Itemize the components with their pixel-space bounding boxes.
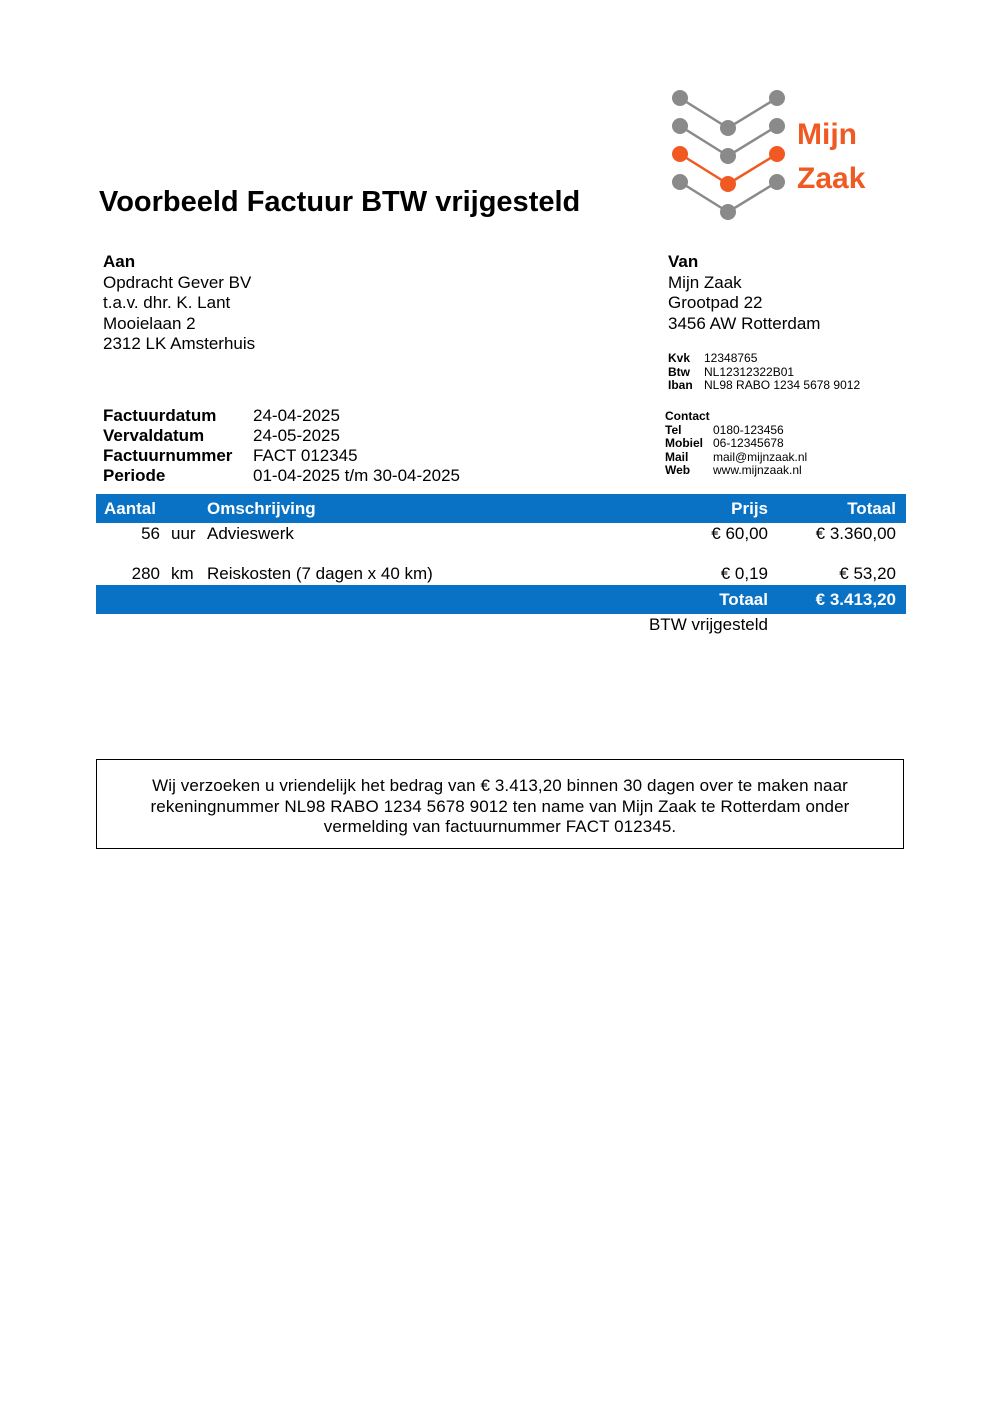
registry-label: Iban	[668, 378, 693, 392]
row-unit: uur	[171, 524, 196, 543]
recipient-line: t.a.v. dhr. K. Lant	[103, 293, 231, 312]
recipient-line: 2312 LK Amsterhuis	[103, 334, 256, 353]
payment-note: Wij verzoeken u vriendelijk het bedrag van € 3.413,20 binnen 30 dagen over te maken naar rekeningnummer NL98 RABO 1234 5678 9012 ten name van Mijn Zaak te Rotterdam onder vermelding van factuurnummer FACT 012345.	[96, 759, 904, 849]
table-row	[96, 524, 906, 546]
registry-value: NL12312322B01	[704, 364, 795, 379]
logo-text-line2: Zaak	[797, 162, 866, 195]
header-price: Prijs	[731, 499, 768, 518]
meta-label: Factuurnummer	[103, 446, 233, 465]
contact-value: 0180-123456	[713, 422, 784, 437]
row-qty: 280	[131, 564, 160, 583]
recipient-heading: Aan	[103, 252, 136, 271]
contact-label: Web	[665, 463, 691, 477]
meta-value: 24-05-2025	[253, 426, 340, 445]
contact-value: 06-12345678	[713, 436, 784, 450]
recipient-line: Opdracht Gever BV	[103, 272, 252, 292]
meta-value: 24-04-2025	[253, 406, 340, 425]
sender-registry	[668, 352, 860, 393]
table-row	[96, 564, 906, 586]
meta-value: FACT 012345	[253, 446, 358, 465]
row-total: € 53,20	[839, 564, 896, 583]
registry-value: 12348765	[704, 351, 758, 365]
logo-network-icon	[665, 86, 885, 236]
header-description: Omschrijving	[207, 499, 316, 518]
header-qty: Aantal	[104, 499, 156, 518]
contact-label: Mail	[665, 449, 689, 464]
total-label: Totaal	[719, 590, 768, 609]
meta-value: 01-04-2025 t/m 30-04-2025	[253, 466, 460, 485]
contact-value: mail@mijnzaak.nl	[713, 449, 808, 464]
invoice-title: Voorbeeld Factuur BTW vrijgesteld	[99, 186, 581, 218]
sender-contact	[665, 410, 807, 478]
logo-text-line1: Mijn	[797, 118, 857, 151]
contact-value: www.mijnzaak.nl	[713, 463, 802, 477]
row-total: € 3.360,00	[815, 524, 896, 543]
row-qty: 56	[141, 524, 160, 543]
registry-value: NL98 RABO 1234 5678 9012	[704, 378, 861, 392]
total-value: € 3.413,20	[815, 590, 896, 609]
row-description: Advieswerk	[207, 524, 294, 543]
meta-label: Periode	[103, 466, 166, 485]
sender-block	[668, 252, 820, 334]
sender-line: Mijn Zaak	[668, 272, 742, 292]
sender-heading: Van	[668, 252, 699, 271]
header-total: Totaal	[847, 499, 896, 518]
table-header	[96, 494, 906, 523]
row-price: € 0,19	[720, 564, 768, 583]
invoice-meta	[103, 406, 460, 486]
total-bar	[96, 585, 906, 614]
registry-label: Kvk	[668, 351, 691, 365]
contact-label: Mobiel	[665, 436, 703, 450]
row-description: Reiskosten (7 dagen x 40 km)	[207, 564, 433, 583]
meta-label: Factuurdatum	[103, 406, 217, 425]
row-unit: km	[171, 564, 194, 583]
recipient-line: Mooielaan 2	[103, 313, 196, 333]
row-price: € 60,00	[711, 524, 768, 543]
recipient-block	[103, 252, 255, 355]
sender-line: 3456 AW Rotterdam	[668, 313, 821, 333]
company-logo	[665, 86, 885, 236]
vat-note: BTW vrijgesteld	[648, 615, 768, 634]
sender-line: Grootpad 22	[668, 293, 763, 312]
registry-label: Btw	[668, 364, 690, 379]
contact-heading: Contact	[665, 409, 710, 423]
meta-label: Vervaldatum	[103, 426, 205, 445]
contact-label: Tel	[665, 422, 682, 437]
